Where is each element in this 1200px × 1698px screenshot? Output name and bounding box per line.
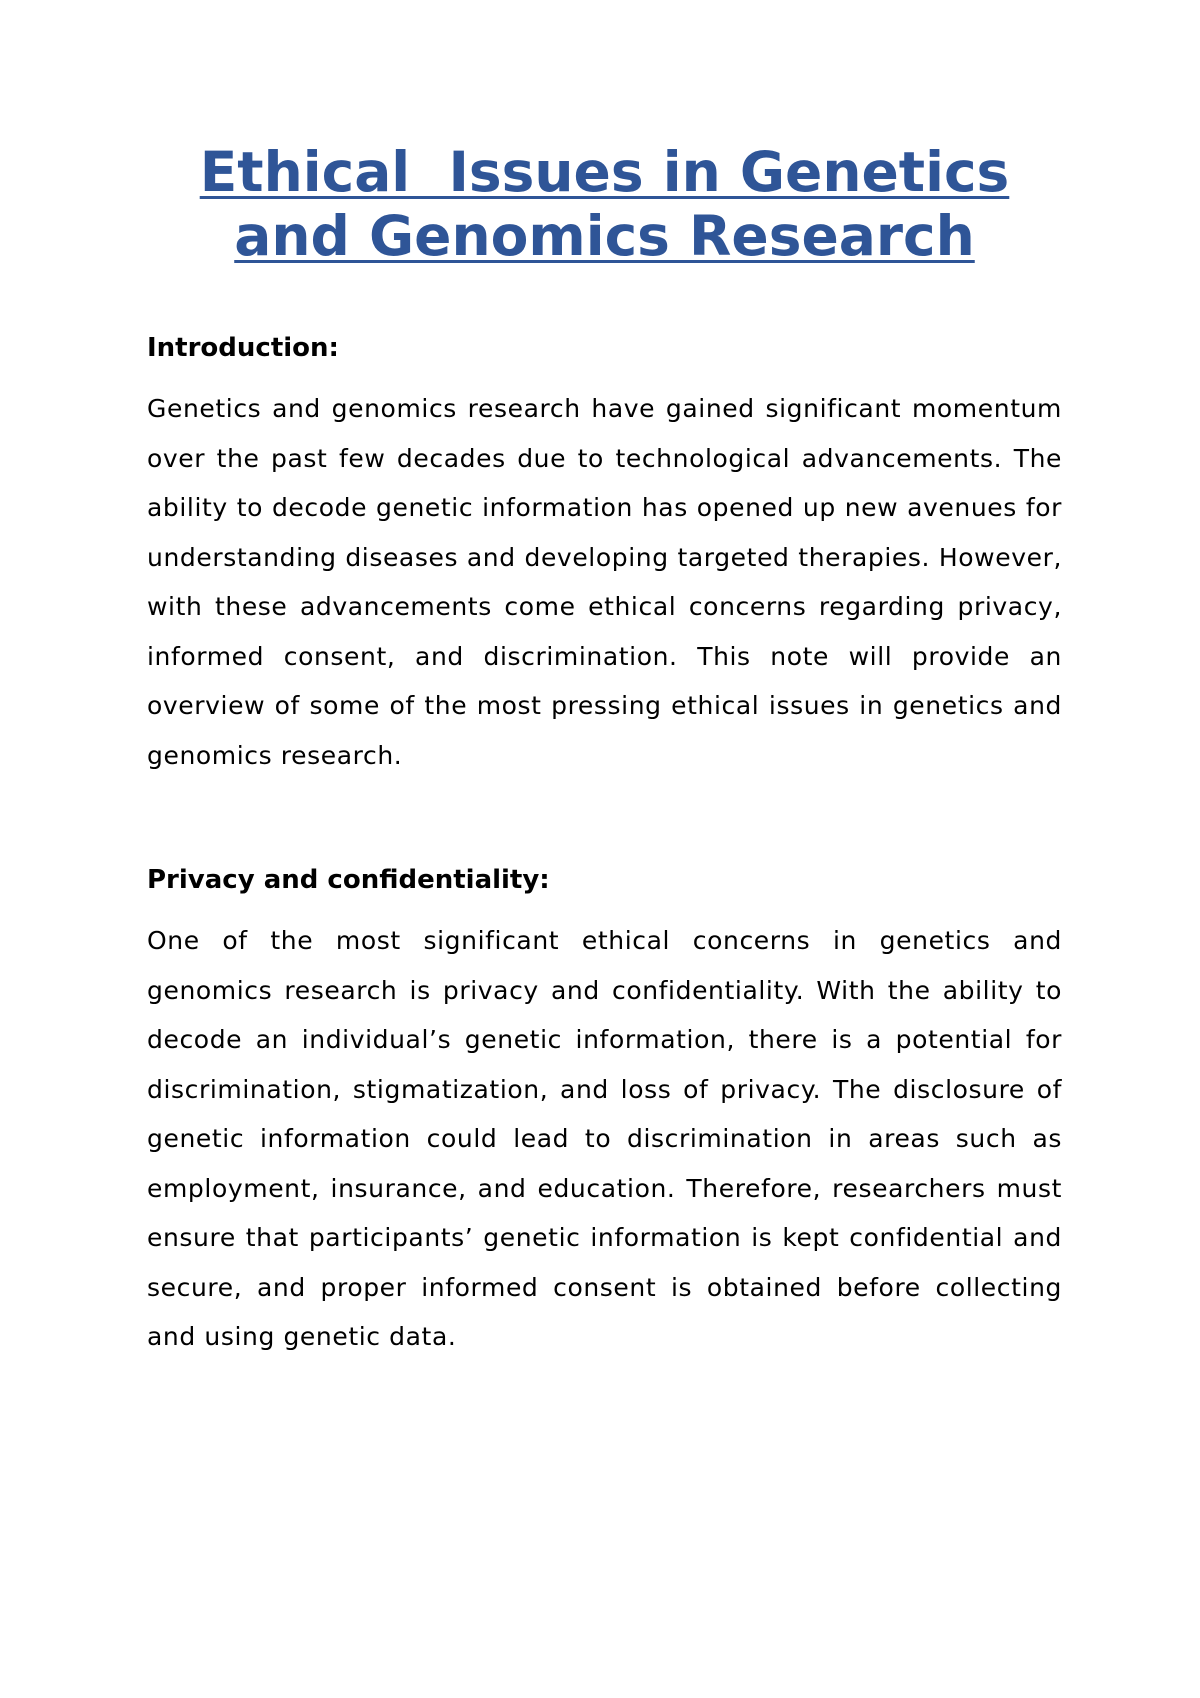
document-title-line-2: and Genomics Research	[234, 204, 975, 268]
document-title-line-1: Ethical Issues in Genetics	[199, 140, 1010, 204]
paragraph-privacy-confidentiality: One of the most significant ethical concerns in genetics and genomics research is privacy and confidentiality. With the ability to decode an individual’s genetic information, there is a potential for discrimination, stigmatization, and loss of privacy. The disclosure of genetic information could lead to discrimination in areas such as employment, insurance, and education. Therefore, researchers must ensure that participants’ genetic information is kept confidential and secure, and proper informed consent is obtained before collecting and using genetic data.	[147, 926, 1062, 1351]
section-heading-introduction: Introduction:	[147, 333, 339, 363]
document-page	[147, 140, 1062, 1362]
section-privacy-confidentiality	[147, 864, 1062, 1362]
section-heading-privacy-confidentiality: Privacy and confidentiality:	[147, 865, 550, 895]
document-title	[147, 140, 1062, 268]
paragraph-introduction: Genetics and genomics research have gained significant momentum over the past few decades due to technological advancements. The ability to decode genetic information has opened up new avenues for understanding diseases and developing targeted therapies. However, with these advancements come ethical concerns regarding privacy, informed consent, and discrimination. This note will provide an overview of some of the most pressing ethical issues in genetics and genomics research.	[147, 394, 1062, 770]
section-introduction	[147, 332, 1062, 780]
